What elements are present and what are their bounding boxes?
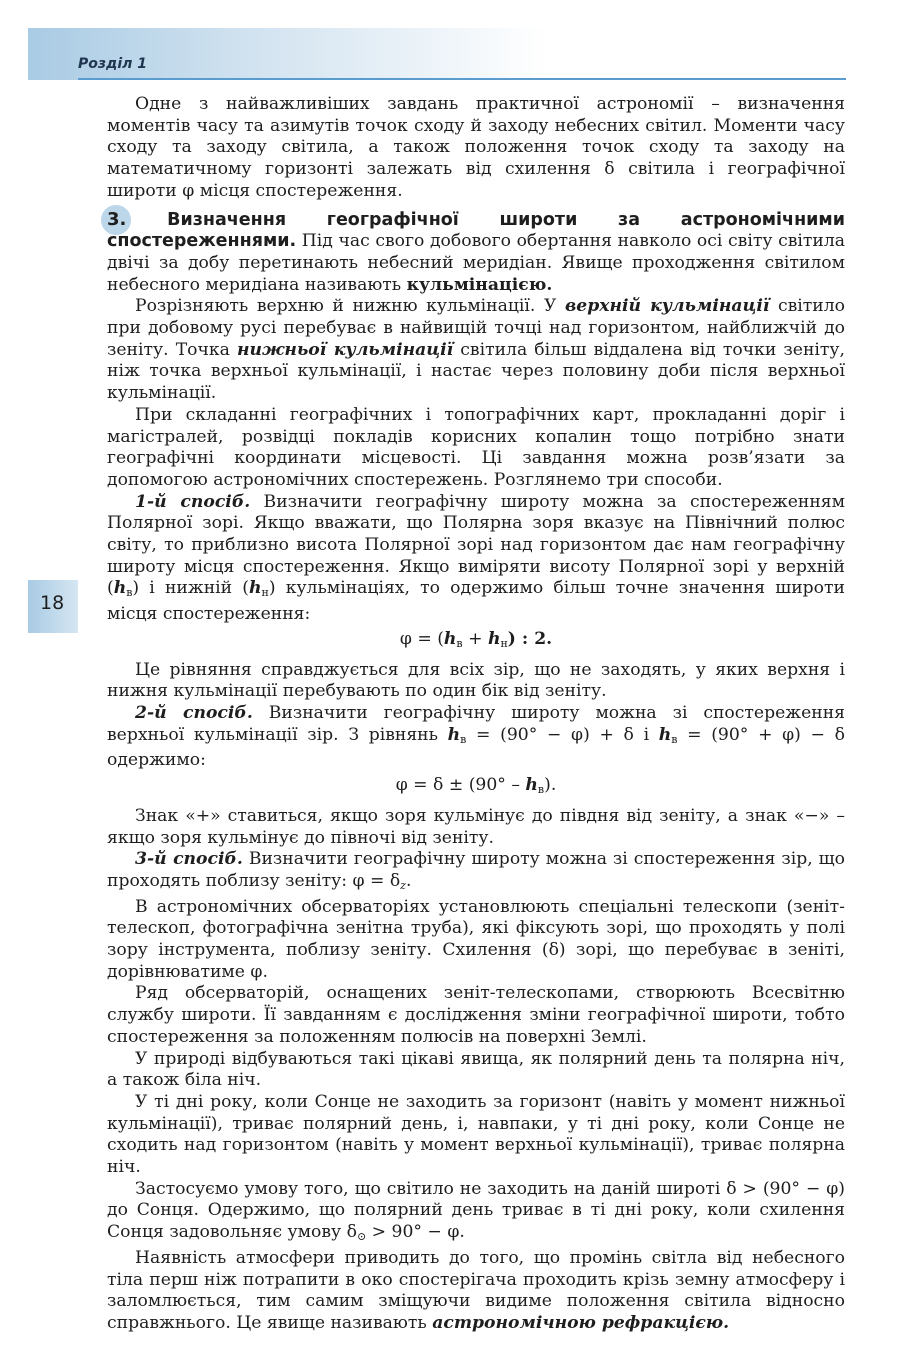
paragraph-intro: Одне з найважливіших завдань практичної астрономії – визначення моментів часу та азимутів точок сходу й заходу небесних світил. Моменти часу сходу та заходу світила, а також положення точок сходу та заходу на математичному горизонті залежать від схилення δ світила і географічної широти φ місця спостереження. (107, 94, 845, 201)
symbol-h: h (248, 578, 262, 599)
formula-part: φ = δ ± (90° – (395, 775, 526, 796)
symbol-h: h (525, 775, 538, 796)
text-span: світила більш віддалена від точки зеніту, ніж точка верхньої кульмінації, і настає через половину доби після верхньої кульмінації. (107, 339, 845, 404)
subscript-n: н (500, 636, 508, 650)
formula-part: φ = ( (399, 628, 444, 649)
text-span: = (90° − φ) + δ і (466, 724, 659, 745)
method-1-label: 1-й спосіб. (135, 491, 251, 512)
paragraph-maps: При складанні географічних і топографічних карт, прокладанні доріг і магістралей, розвідці покладів корисних копалин тощо потрібно знати географічні координати місцевості. Ці завдання можна розв’язати за допомогою астрономічних спостережень. Розглянемо три способи. (107, 404, 845, 490)
subscript-z: z (400, 878, 406, 892)
symbol-h: h (113, 578, 127, 599)
subscript-n: н (261, 586, 269, 600)
text-span: ) кульмінаціях, то одержимо більш точне значення широти місця спостереження: (107, 578, 845, 625)
term-culmination: кульмінацією. (406, 274, 553, 295)
paragraph-sign-rule: Знак «+» ставиться, якщо зоря кульмінує до півдня від зеніту, а знак «−» – якщо зоря кульмінує до півночі від зеніту. (107, 805, 845, 848)
term-upper-culmination: верхній кульмінації (565, 296, 770, 317)
text-span: . (405, 870, 412, 891)
text-span: > 90° − φ. (366, 1222, 465, 1243)
text-span: = (90° + φ) − δ одержимо: (107, 724, 845, 771)
paragraph-method-3 (107, 849, 845, 896)
subscript-v: в (460, 732, 467, 746)
text-span: ) і нижній ( (132, 578, 249, 599)
symbol-h: h (658, 724, 672, 745)
page-content (107, 94, 845, 1335)
subscript-sun: ⊙ (356, 1230, 367, 1244)
text-span: Застосуємо умову того, що світило не заходить на даній широті δ > (90° − φ) до Сонця. Одержимо, що полярний день триває в ті дні року, коли схилення Сонця задовольняє умову δ (107, 1178, 845, 1243)
section-3-paragraph (107, 209, 845, 297)
text-span: Визначити географічну широту можна за спостереженням Полярної зорі. Якщо вважати, що Полярна зоря вказує на Північний полюс світу, то приблизно висота Полярної зорі над горизонтом дає нам географічну широту місця спостереження. Якщо виміряти висоту Полярної зорі у верхній ( (107, 491, 845, 599)
paragraph-sun-condition (107, 1179, 845, 1248)
subscript-v: в (671, 732, 678, 746)
text-span: Наявність атмосфери приводить до того, що промінь світла від небесного тіла перш ніж потрапити в око спостерігача проходить крізь земну атмосферу і заломлюється, тим самим зміщуючи видиме положення світила відносно справжнього. Це явище називають (107, 1247, 845, 1333)
paragraph-polar-phenomena: У природі відбуваються такі цікаві явища, як полярний день та полярна ніч, а також біла ніч. (107, 1048, 845, 1091)
paragraph-latitude-service: Ряд обсерваторій, оснащених зеніт-телескопами, створюють Всесвітню службу широти. Її завданням є дослідження зміни географічної широти, тобто спостереження за положенням полюсів на поверхні Землі. (107, 983, 845, 1047)
paragraph-refraction (107, 1248, 845, 1335)
method-3-label: 3-й спосіб. (135, 849, 243, 870)
section-title: Визначення географічної широти за астрономічними спостереженнями. (107, 209, 845, 252)
text-span: Розрізняють верхню й нижню кульмінації. У (135, 296, 565, 317)
section-number: 3. (107, 208, 127, 230)
section-text: Під час свого добового обертання навколо осі світу світила двічі за добу перетинають небесний меридіан. Явище проходження світилом небесного меридіана називають (107, 231, 845, 295)
paragraph-polar-day-night: У ті дні року, коли Сонце не заходить за горизонт (навіть у момент нижньої кульмінації), триває полярний день, і, навпаки, у ті дні року, коли Сонце не сходить над горизонтом (навіть у момент верхньої кульмінації), триває полярна ніч. (107, 1091, 845, 1178)
subscript-v: в (126, 586, 133, 600)
paragraph-observatories: В астрономічних обсерваторіях установлюють спеціальні телескопи (зеніт-телескоп, фотографічна зенітна труба), які фіксують зорі, що проходять у полі зору інструмента, поблизу зеніту. Схилення (δ) зорі, що перебуває в зеніті, дорівнюватиме φ. (107, 896, 845, 982)
symbol-h: h (447, 724, 461, 745)
formula-part: + (462, 628, 488, 649)
text-span: світило при добовому русі перебуває в найвищій точці над горизонтом, найближчій до зеніту. Точка (107, 296, 846, 360)
term-lower-culmination: нижньої кульмінації (236, 339, 454, 360)
formula-1 (107, 629, 845, 655)
paragraph-method-1 (107, 492, 845, 626)
symbol-h: h (443, 628, 457, 649)
paragraph-method-2 (107, 703, 845, 772)
text-span: Визначити географічну широту можна зі спостереження зір, що проходять поблизу зеніту: φ = δ (107, 849, 845, 891)
text-span: Визначити географічну широту можна зі спостереження верхньої кульмінації зір. З рівнянь (107, 702, 845, 745)
paragraph-culminations (107, 296, 845, 405)
subscript-v: в (456, 636, 463, 650)
method-2-label: 2-й спосіб. (135, 702, 253, 723)
symbol-h: h (487, 628, 501, 649)
term-refraction: астрономічною рефракцією. (432, 1312, 730, 1333)
formula-part: ) : 2. (507, 628, 553, 649)
section-label: Розділ 1 (78, 56, 147, 72)
paragraph-equation-note: Це рівняння справджується для всіх зір, що не заходять, у яких верхня і нижня кульмінації перебувають по один бік від зеніту. (107, 659, 845, 702)
header-rule (78, 78, 846, 80)
header-band (28, 28, 548, 80)
subscript-v: в (537, 783, 545, 797)
page-number: 18 (40, 592, 65, 614)
formula-part: ). (544, 775, 557, 796)
formula-2 (107, 775, 845, 801)
